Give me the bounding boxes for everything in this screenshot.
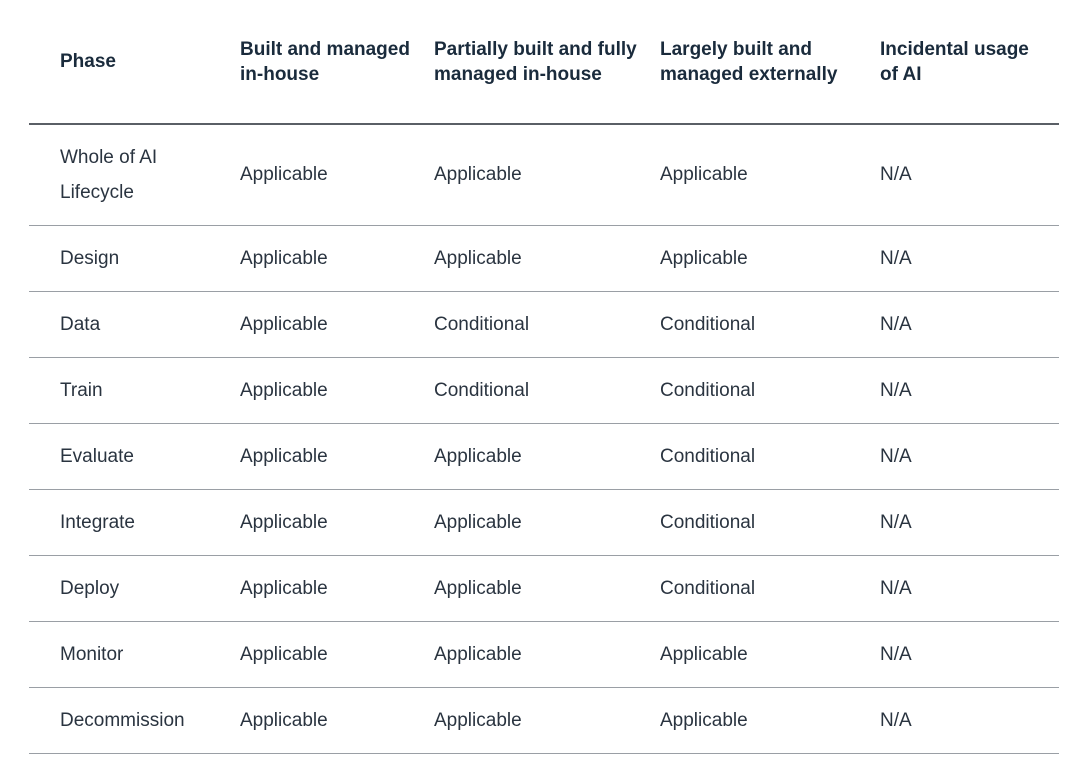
table-cell: N/A	[880, 357, 1059, 423]
table-cell: Applicable	[240, 687, 434, 753]
table-cell: Applicable	[240, 124, 434, 225]
table-cell: Applicable	[240, 357, 434, 423]
phase-cell: Deploy	[29, 555, 240, 621]
header-largely-external: Largely built and managed externally	[660, 0, 880, 124]
table-cell: Conditional	[660, 357, 880, 423]
table-cell: Applicable	[660, 225, 880, 291]
header-phase: Phase	[29, 0, 240, 124]
header-incidental-usage: Incidental usage of AI	[880, 0, 1059, 124]
table-cell: Applicable	[660, 621, 880, 687]
table-cell: Applicable	[660, 124, 880, 225]
phase-cell: Data	[29, 291, 240, 357]
table-row	[29, 225, 1059, 291]
table-body	[29, 124, 1059, 753]
table-cell: Conditional	[660, 423, 880, 489]
table-cell: Applicable	[240, 621, 434, 687]
table-cell: Conditional	[660, 291, 880, 357]
table-row	[29, 621, 1059, 687]
table-cell: Applicable	[434, 423, 660, 489]
table-cell: Conditional	[434, 357, 660, 423]
table-row	[29, 423, 1059, 489]
header-partially-built: Partially built and fully managed in-house	[434, 0, 660, 124]
table-row	[29, 291, 1059, 357]
table-cell: Conditional	[434, 291, 660, 357]
table-cell: Conditional	[660, 489, 880, 555]
table-cell: N/A	[880, 621, 1059, 687]
phase-cell: Design	[29, 225, 240, 291]
table-cell: Conditional	[660, 555, 880, 621]
table-cell: Applicable	[434, 124, 660, 225]
header-row	[29, 0, 1059, 124]
header-built-in-house: Built and managed in-house	[240, 0, 434, 124]
table-cell: Applicable	[434, 621, 660, 687]
table-cell: N/A	[880, 687, 1059, 753]
phase-cell: Whole of AI Lifecycle	[29, 124, 240, 225]
table-header	[29, 0, 1059, 124]
phase-cell: Train	[29, 357, 240, 423]
phase-cell: Integrate	[29, 489, 240, 555]
table-cell: Applicable	[240, 555, 434, 621]
applicability-table-container	[29, 0, 1059, 754]
phase-cell: Evaluate	[29, 423, 240, 489]
table-cell: N/A	[880, 225, 1059, 291]
table-cell: Applicable	[240, 423, 434, 489]
table-row	[29, 489, 1059, 555]
table-cell: N/A	[880, 124, 1059, 225]
table-cell: Applicable	[434, 489, 660, 555]
table-cell: N/A	[880, 489, 1059, 555]
table-cell: Applicable	[434, 687, 660, 753]
table-cell: N/A	[880, 423, 1059, 489]
table-cell: Applicable	[240, 225, 434, 291]
table-cell: Applicable	[240, 291, 434, 357]
table-row	[29, 555, 1059, 621]
applicability-table	[29, 0, 1059, 754]
phase-cell: Monitor	[29, 621, 240, 687]
phase-cell: Decommission	[29, 687, 240, 753]
table-row	[29, 124, 1059, 225]
table-cell: Applicable	[434, 555, 660, 621]
table-row	[29, 357, 1059, 423]
table-row	[29, 687, 1059, 753]
table-cell: Applicable	[434, 225, 660, 291]
table-cell: N/A	[880, 291, 1059, 357]
table-cell: Applicable	[240, 489, 434, 555]
table-cell: N/A	[880, 555, 1059, 621]
table-cell: Applicable	[660, 687, 880, 753]
